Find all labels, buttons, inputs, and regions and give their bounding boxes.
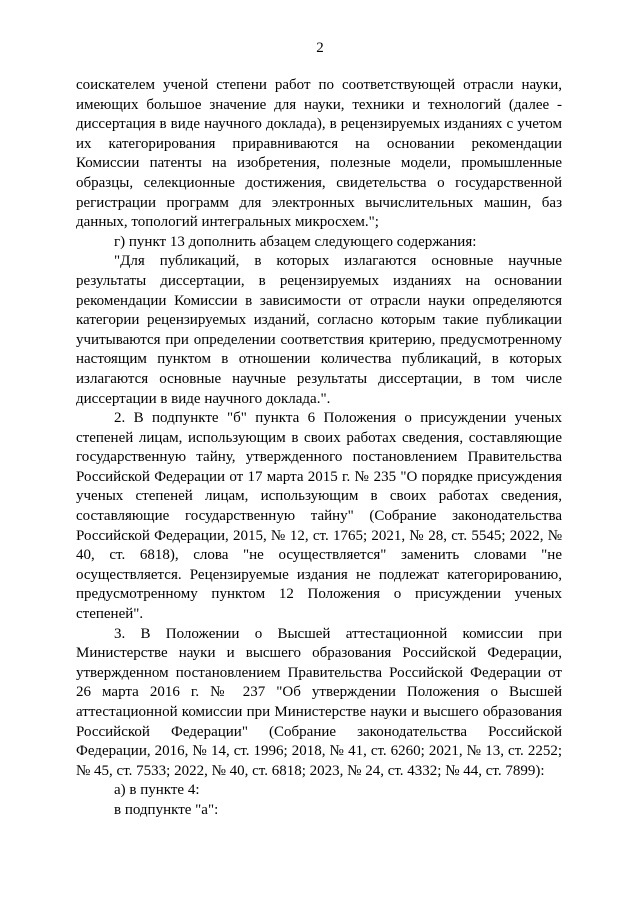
document-body: [76, 76, 562, 821]
paragraph-subsubitem-a: в подпункте "а":: [114, 801, 219, 818]
paragraph-subitem-g: г) пункт 13 дополнить абзацем следующего содержания:: [114, 233, 477, 250]
paragraph-item-2: 2. В подпункте "б" пункта 6 Положения о присуждении ученых степеней лицам, использующим в своих работах сведения, составляющие государственную тайну, утвержденного постановлением Правительства Российской Федерации от 17 марта 2015 г. № 235 "О порядке присуждения ученых степеней лицам, использующим в своих работах сведения, составляющие государственную тайну" (Собрание законодательства Российской Федерации, 2015, № 12, ст. 1765; 2021, № 28, ст. 5545; 2022, № 40, ст. 6818), слова "не осуществляется" заменить словами "не осуществляется. Рецензируемые издания не подлежат категорированию, предусмотренному пунктом 12 Положения о присуждении ученых степеней".: [76, 410, 562, 623]
paragraph-item-3: 3. В Положении о Высшей аттестационной комиссии при Министерстве науки и высшего образования Российской Федерации, утвержденном постановлением Правительства Российской Федерации от 26 марта 2016 г. № 237 "Об утверждении Положения о Высшей аттестационной комиссии при Министерстве науки и высшего образования Российской Федерации" (Собрание законодательства Российской Федерации, 2016, № 14, ст. 1996; 2018, № 41, ст. 6260; 2021, № 13, ст. 2252; № 45, ст. 7533; 2022, № 40, ст. 6818; 2023, № 24, ст. 4332; № 44, ст. 7899):: [76, 625, 562, 779]
paragraph-continuation: соискателем ученой степени работ по соответствующей отрасли науки, имеющих большое значение для науки, техники и технологий (далее - диссертация в виде научного доклада), в рецензируемых изданиях с учетом их категорирования приравниваются на основании рекомендации Комиссии патенты на изобретения, полезные модели, промышленные образцы, селекционные достижения, свидетельства о государственной регистрации программ для электронных вычислительных машин, баз данных, топологий интегральных микросхем.";: [76, 77, 562, 231]
paragraph-quoted-addition: "Для публикаций, в которых излагаются основные научные результаты диссертации, в рецензируемых изданиях на основании рекомендации Комиссии в зависимости от отрасли науки определяются категории рецензируемых изданий, согласно которым такие публикации учитываются при определении соответствия критерию, предусмотренному настоящим пунктом в отношении количества публикаций, в которых излагаются основные научные результаты диссертации, в том числе диссертации в виде научного доклада.".: [76, 253, 562, 407]
paragraph-subitem-a: а) в пункте 4:: [114, 782, 200, 799]
page-number: 2: [316, 40, 324, 56]
